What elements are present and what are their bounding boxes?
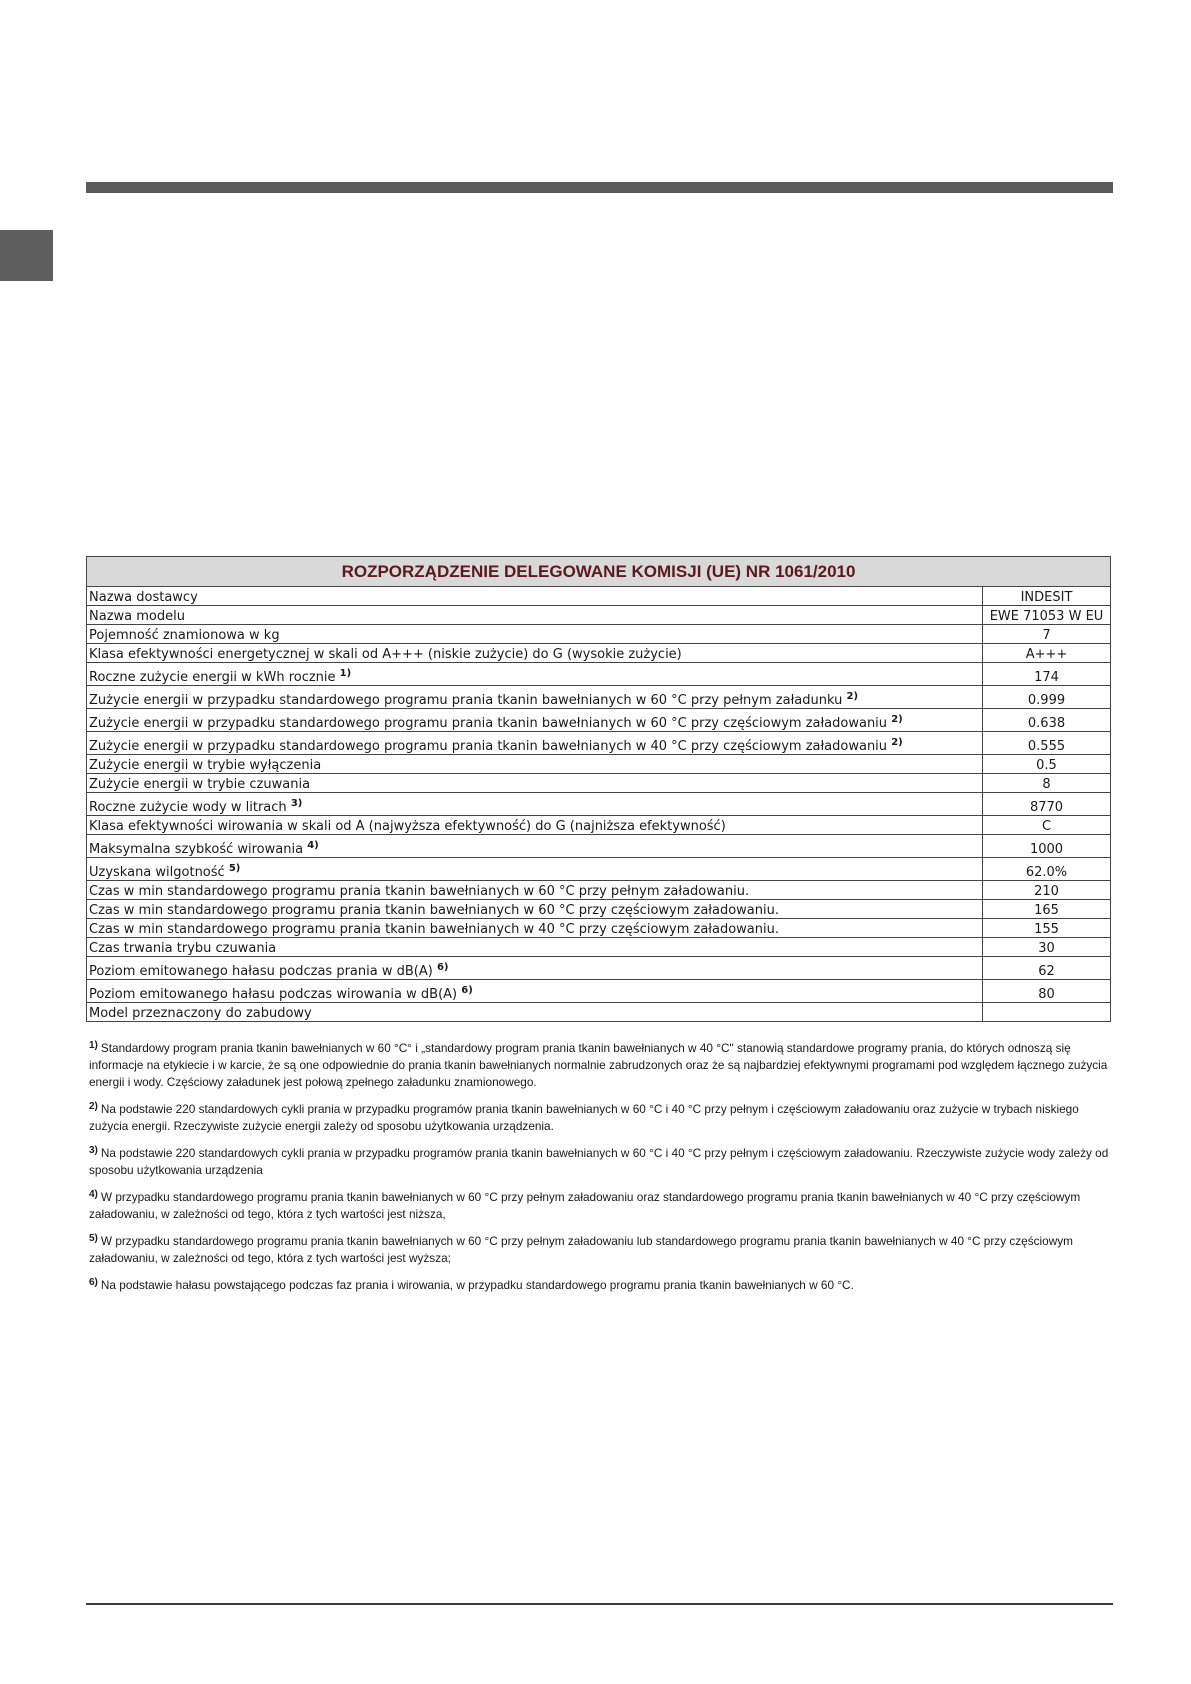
table-row [87, 980, 1111, 1003]
footnote-ref: 5) [228, 863, 241, 874]
table-row [87, 606, 1111, 625]
row-label: Czas w min standardowego programu prania tkanin bawełnianych w 60 °C przy częściowym załadowaniu. [87, 900, 983, 919]
row-label: Zużycie energii w trybie czuwania [87, 774, 983, 793]
row-label: Pojemność znamionowa w kg [87, 625, 983, 644]
footnote-text: Na podstawie hałasu powstającego podczas faz prania i wirowania, w przypadku standardowego programu prania tkanin bawełnianych w 60 °C. [100, 1278, 854, 1292]
footnote-text: W przypadku standardowego programu prania tkanin bawełnianych w 60 °C przy pełnym załadowaniu oraz standardowego programu prania tkanin bawełnianych w 40 °C przy częściowym załadowaniu, w zależności od tego, która z tych wartości jest niższa, [89, 1190, 1081, 1221]
table-row [87, 732, 1111, 755]
row-label: Roczne zużycie wody w litrach $^{3)}$ [87, 793, 983, 816]
row-label: Czas w min standardowego programu prania tkanin bawełnianych w 40 °C przy częściowym załadowaniu. [87, 919, 983, 938]
row-value: 174 [983, 663, 1111, 686]
row-value: 0.638 [983, 709, 1111, 732]
row-label: Roczne zużycie energii w kWh rocznie $^{1)}$ [87, 663, 983, 686]
footnote-text: W przypadku standardowego programu prania tkanin bawełnianych w 60 °C przy pełnym załadowaniu lub standardowego programu prania tkanin bawełnianych w 40 °C przy częściowym załadowaniu, w zależności od tego, która z tych wartości jest wyższa; [89, 1234, 1073, 1265]
row-value: 62 [983, 957, 1111, 980]
footnote-ref: 6) [436, 962, 449, 973]
row-label: Poziom emitowanego hałasu podczas prania w dB(A) $^{6)}$ [87, 957, 983, 980]
row-value: 62.0% [983, 858, 1111, 881]
table-row [87, 709, 1111, 732]
table-row [87, 881, 1111, 900]
table-row [87, 644, 1111, 663]
row-label: Uzyskana wilgotność $^{5)}$ [87, 858, 983, 881]
row-label: Klasa efektywności wirowania w skali od A (najwyższa efektywność) do G (najniższa efektywność) [87, 816, 983, 835]
row-label: Nazwa dostawcy [87, 587, 983, 606]
footnote [89, 1189, 1109, 1223]
row-value: 8 [983, 774, 1111, 793]
table-row [87, 755, 1111, 774]
row-value: 30 [983, 938, 1111, 957]
row-value: INDESIT [983, 587, 1111, 606]
energy-spec-table [86, 556, 1111, 1022]
row-value: 8770 [983, 793, 1111, 816]
footnote-ref: 6) [461, 985, 473, 996]
footnote-ref: 2) [846, 691, 859, 702]
row-label: Poziom emitowanego hałasu podczas wirowania w dB(A) $^{6)}$ [87, 980, 983, 1003]
row-value: 0.999 [983, 686, 1111, 709]
footnote [89, 1101, 1109, 1135]
language-side-tab [0, 230, 53, 281]
footnote [89, 1277, 1109, 1294]
table-row [87, 663, 1111, 686]
table-row [87, 587, 1111, 606]
footnote-number: 5) [89, 1233, 98, 1244]
row-label: Maksymalna szybkość wirowania $^{4)}$ [87, 835, 983, 858]
row-value: C [983, 816, 1111, 835]
footnote-text: Na podstawie 220 standardowych cykli prania w przypadku programów prania tkanin bawełnianych w 60 °C i 40 °C przy pełnym i częściowym załadowaniu. Rzeczywiste zużycie wody zależy od sposobu użytkowania urządzenia [89, 1146, 1109, 1177]
footnote-number: 4) [89, 1189, 98, 1200]
footnote-number: 3) [89, 1145, 98, 1156]
table-row [87, 919, 1111, 938]
row-value: 7 [983, 625, 1111, 644]
table-row [87, 686, 1111, 709]
footnote-ref: 2) [891, 714, 903, 725]
footnote-text: Na podstawie 220 standardowych cykli prania w przypadku programów prania tkanin bawełnianych w 60 °C i 40 °C przy pełnym i częściowym załadowaniu oraz zużycie w trybach niskiego zużycia energii. Rzeczywiste zużycie energii zależy od sposobu użytkowania urządzenia. [89, 1102, 1079, 1133]
row-value: 0.5 [983, 755, 1111, 774]
footnote [89, 1145, 1109, 1179]
footnote-text: Standardowy program prania tkanin bawełnianych w 60 °C° i „standardowy program prania tkanin bawełnianych w 40 °C" stanowią standardowe programy prania, do których odnoszą się informacje na etykiecie i w karcie, że są one odpowiednie do prania tkanin bawełnianych normalnie zabrudzonych oraz że są najbardziej efektywnymi programami pod względem łącznego zużycia energii i wody. Częściowy załadunek jest połową zpełnego załadunku znamionowego. [89, 1041, 1108, 1089]
row-value: A+++ [983, 644, 1111, 663]
footnote [89, 1040, 1109, 1091]
footnote-ref: 3) [290, 798, 303, 809]
row-value: 165 [983, 900, 1111, 919]
footnote-number: 2) [89, 1101, 98, 1112]
table-row [87, 858, 1111, 881]
footnote-ref: 1) [339, 668, 352, 679]
table-row [87, 625, 1111, 644]
table-row [87, 1003, 1111, 1022]
row-value [983, 1003, 1111, 1022]
row-value: 155 [983, 919, 1111, 938]
row-value: 210 [983, 881, 1111, 900]
row-label: Zużycie energii w przypadku standardowego programu prania tkanin bawełnianych w 40 °C przy częściowym załadowaniu $^{2)}$ [87, 732, 983, 755]
table-row [87, 957, 1111, 980]
row-label: Model przeznaczony do zabudowy [87, 1003, 983, 1022]
table-row [87, 816, 1111, 835]
table-row [87, 938, 1111, 957]
row-label: Zużycie energii w przypadku standardowego programu prania tkanin bawełnianych w 60 °C przy pełnym załadunku $^{2)}$ [87, 686, 983, 709]
row-label: Czas w min standardowego programu prania tkanin bawełnianych w 60 °C przy pełnym załadowaniu. [87, 881, 983, 900]
header-divider-bar [86, 182, 1113, 193]
table-row [87, 793, 1111, 816]
row-label: Zużycie energii w przypadku standardowego programu prania tkanin bawełnianych w 60 °C przy częściowym załadowaniu $^{2)}$ [87, 709, 983, 732]
table-row [87, 835, 1111, 858]
footnote-ref: 4) [307, 840, 319, 851]
row-value: EWE 71053 W EU [983, 606, 1111, 625]
footnote [89, 1233, 1109, 1267]
footnote-number: 1) [89, 1040, 98, 1051]
table-row [87, 774, 1111, 793]
row-label: Nazwa modelu [87, 606, 983, 625]
table-title: ROZPORZĄDZENIE DELEGOWANE KOMISJI (UE) NR 1061/2010 [87, 557, 1111, 587]
row-value: 80 [983, 980, 1111, 1003]
footnote-ref: 2) [891, 737, 903, 748]
row-value: 0.555 [983, 732, 1111, 755]
row-label: Zużycie energii w trybie wyłączenia [87, 755, 983, 774]
footnote-number: 6) [89, 1277, 98, 1288]
table-body [87, 587, 1111, 1022]
footnotes-section [89, 1040, 1109, 1304]
row-value: 1000 [983, 835, 1111, 858]
footer-divider-line [86, 1603, 1113, 1605]
row-label: Klasa efektywności energetycznej w skali od A+++ (niskie zużycie) do G (wysokie zużycie) [87, 644, 983, 663]
row-label: Czas trwania trybu czuwania [87, 938, 983, 957]
table-row [87, 900, 1111, 919]
